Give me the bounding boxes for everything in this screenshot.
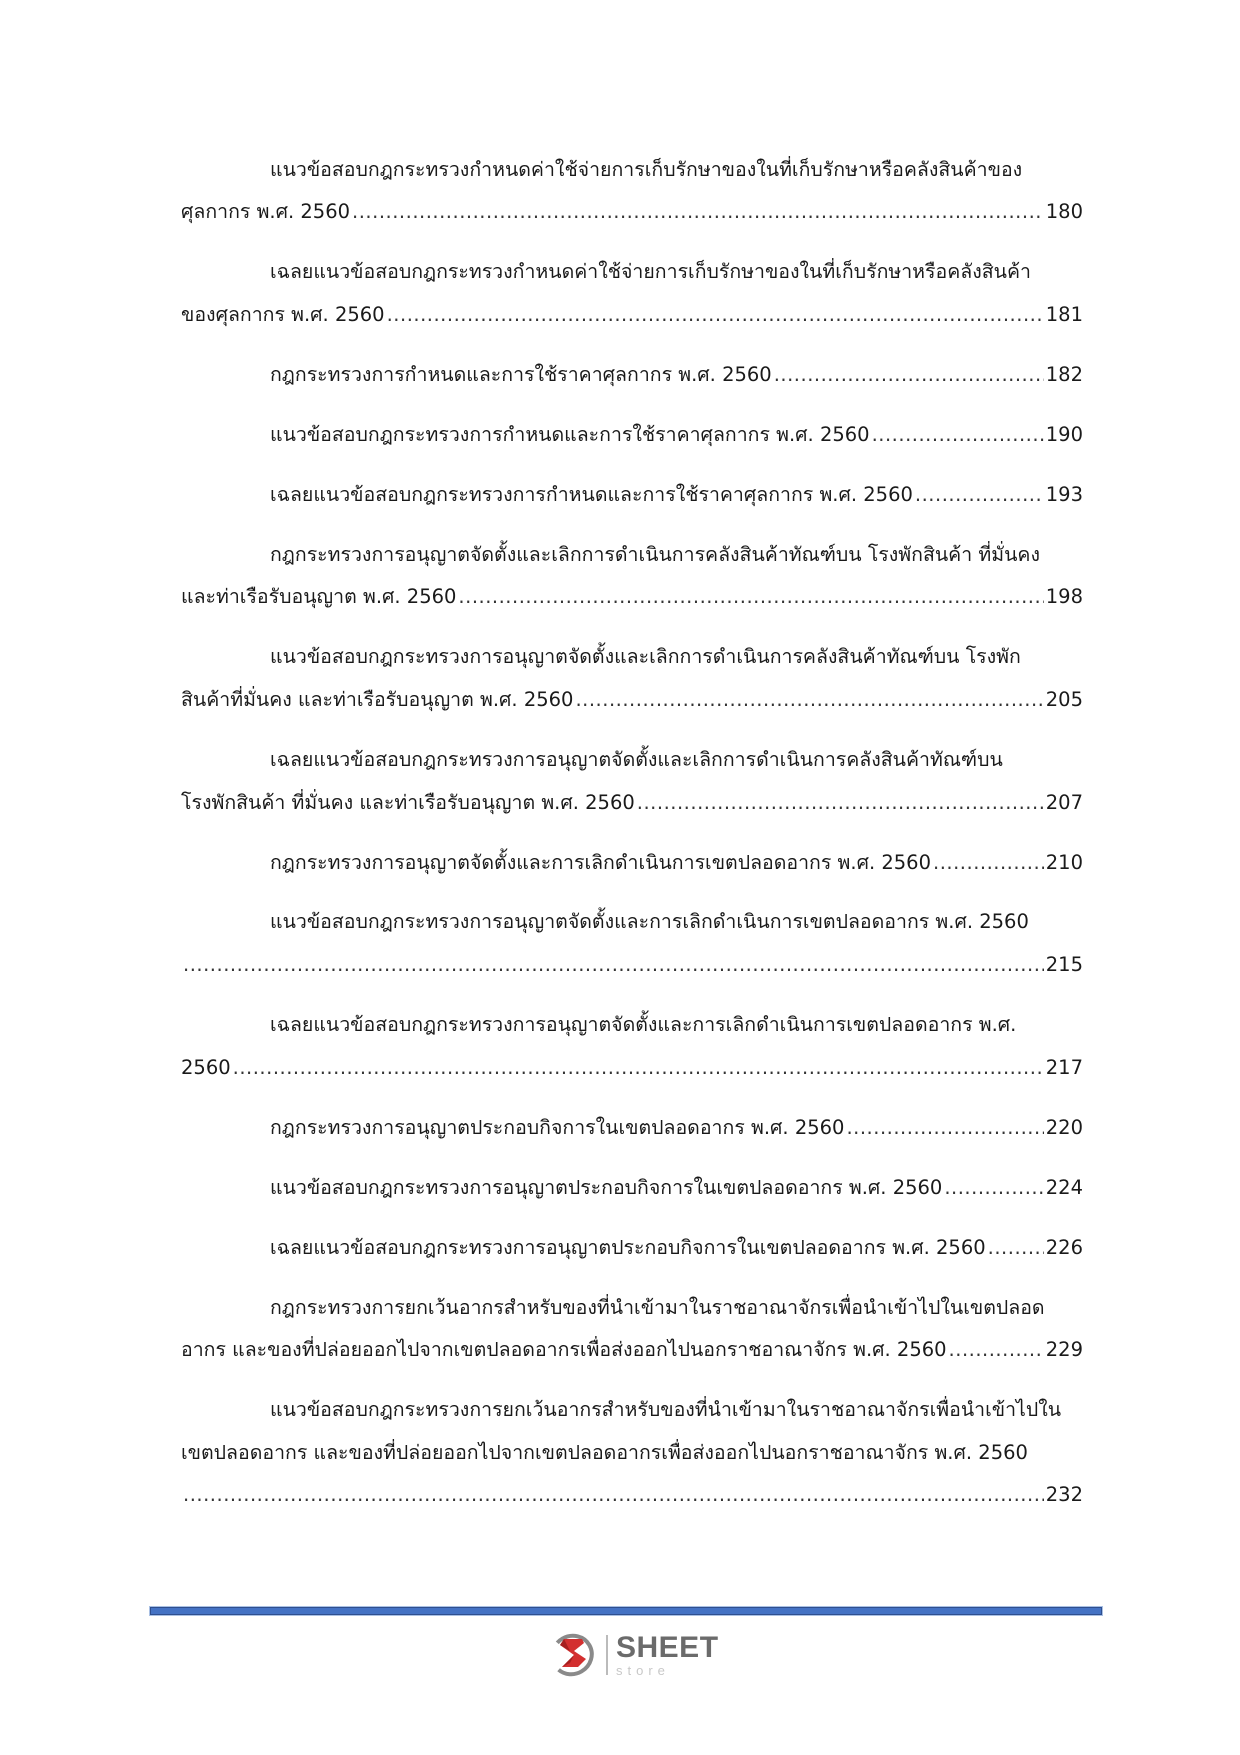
toc-entry-12[interactable] xyxy=(270,1111,1083,1145)
toc-page-number: 215 xyxy=(1045,953,1083,976)
toc-entry-title: กฎกระทรวงการอนุญาตประกอบกิจการในเขตปลอดอากร พ.ศ. 2560 xyxy=(270,1116,845,1139)
toc-entry-title: กฎกระทรวงการอนุญาตจัดตั้งและเลิกการดำเนินการคลังสินค้าทัณฑ์บน โรงพักสินค้า ที่มั่นคง xyxy=(270,543,1040,566)
toc-entry-9[interactable] xyxy=(270,846,1083,880)
toc-entry-title: เฉลยแนวข้อสอบกฎกระทรวงการอนุญาตจัดตั้งและเลิกการดำเนินการคลังสินค้าทัณฑ์บน xyxy=(270,748,1003,771)
logo-sub-text: store xyxy=(616,1663,670,1678)
toc-entry-15-line-1 xyxy=(270,1291,1083,1325)
leader-dots xyxy=(949,1333,1044,1367)
leader-dots xyxy=(458,580,1043,614)
leader-dots xyxy=(774,358,1044,392)
toc-entry-11-line-2[interactable] xyxy=(181,1051,1083,1085)
toc-entry-title: กฎกระทรวงการอนุญาตจัดตั้งและการเลิกดำเนินการเขตปลอดอากร พ.ศ. 2560 xyxy=(270,851,931,874)
toc-entry-title: อากร และของที่ปล่อยออกไปจากเขตปลอดอากรเพื่อส่งออกไปนอกราชอาณาจักร พ.ศ. 2560 xyxy=(181,1338,947,1361)
toc-entry-7-line-1 xyxy=(270,640,1083,674)
toc-entry-title: กฎกระทรวงการยกเว้นอากรสำหรับของที่นำเข้ามาในราชอาณาจักรเพื่อนำเข้าไปในเขตปลอด xyxy=(270,1296,1045,1319)
toc-page-number: 226 xyxy=(1045,1236,1083,1259)
logo-separator xyxy=(606,1635,608,1675)
toc-entry-title: แนวข้อสอบกฎกระทรวงการอนุญาตจัดตั้งและเลิกการดำเนินการคลังสินค้าทัณฑ์บน โรงพัก xyxy=(270,645,1021,668)
toc-entry-16-line-3[interactable] xyxy=(181,1478,1083,1512)
toc-entry-8-line-1 xyxy=(270,743,1083,777)
toc-entry-10-line-2[interactable] xyxy=(181,948,1083,982)
toc-entry-5[interactable] xyxy=(270,478,1083,512)
leader-dots xyxy=(637,786,1044,820)
toc-entry-title: แนวข้อสอบกฎกระทรวงการอนุญาตจัดตั้งและการเลิกดำเนินการเขตปลอดอากร พ.ศ. 2560 xyxy=(270,910,1029,933)
toc-entry-title: โรงพักสินค้า ที่มั่นคง และท่าเรือรับอนุญาต พ.ศ. 2560 xyxy=(181,791,635,814)
toc-entry-16-line-2 xyxy=(181,1436,1083,1470)
toc-entry-10-line-1 xyxy=(270,905,1083,939)
toc-entry-title: ของศุลกากร พ.ศ. 2560 xyxy=(181,303,385,326)
toc-page-number: 190 xyxy=(1045,423,1083,446)
toc-entry-title: แนวข้อสอบกฎกระทรวงการอนุญาตประกอบกิจการในเขตปลอดอากร พ.ศ. 2560 xyxy=(270,1176,943,1199)
leader-dots xyxy=(846,1111,1043,1145)
toc-entry-7-line-2[interactable] xyxy=(181,683,1083,717)
toc-entry-4[interactable] xyxy=(270,418,1083,452)
toc-page-number: 229 xyxy=(1045,1338,1083,1361)
sheet-store-s-logo-icon xyxy=(548,1629,600,1681)
toc-entry-2-line-1 xyxy=(270,255,1083,289)
toc-entry-8-line-2[interactable] xyxy=(181,786,1083,820)
toc-entry-2-line-2[interactable] xyxy=(181,298,1083,332)
leader-dots xyxy=(387,298,1044,332)
toc-entry-title: เฉลยแนวข้อสอบกฎกระทรวงการอนุญาตประกอบกิจการในเขตปลอดอากร พ.ศ. 2560 xyxy=(270,1236,986,1259)
logo-brand-text: SHEET xyxy=(616,1631,719,1664)
toc-entry-14[interactable] xyxy=(270,1231,1083,1265)
toc-entry-title: แนวข้อสอบกฎกระทรวงการยกเว้นอากรสำหรับของที่นำเข้ามาในราชอาณาจักรเพื่อนำเข้าไปใน xyxy=(270,1398,1062,1421)
toc-entry-13[interactable] xyxy=(270,1171,1083,1205)
toc-entry-1-line-2[interactable] xyxy=(181,195,1083,229)
leader-dots xyxy=(988,1231,1044,1265)
leader-dots xyxy=(944,1171,1043,1205)
toc-entry-title: และท่าเรือรับอนุญาต พ.ศ. 2560 xyxy=(181,585,457,608)
toc-entry-11-line-1 xyxy=(270,1008,1083,1042)
toc-page-number: 193 xyxy=(1045,483,1083,506)
leader-dots xyxy=(233,1051,1044,1085)
toc-page-number: 205 xyxy=(1045,688,1083,711)
footer-divider-bar xyxy=(150,1607,1102,1615)
toc-entry-title: สินค้าที่มั่นคง และท่าเรือรับอนุญาต พ.ศ. 2560 xyxy=(181,688,574,711)
toc-entry-title: เฉลยแนวข้อสอบกฎกระทรวงการอนุญาตจัดตั้งและการเลิกดำเนินการเขตปลอดอากร พ.ศ. xyxy=(270,1013,1017,1036)
toc-page-number: 180 xyxy=(1045,200,1083,223)
toc-entry-1-line-1 xyxy=(270,153,1083,187)
toc-page-number: 181 xyxy=(1045,303,1083,326)
toc-page-number: 217 xyxy=(1045,1056,1083,1079)
leader-dots xyxy=(183,948,1044,982)
toc-entry-16-line-1 xyxy=(270,1393,1083,1427)
toc-page-number: 198 xyxy=(1045,585,1083,608)
leader-dots xyxy=(183,1478,1044,1512)
toc-entry-6-line-1 xyxy=(270,538,1083,572)
toc-entry-title: 2560 xyxy=(181,1056,231,1079)
toc-page-number: 224 xyxy=(1045,1176,1083,1199)
toc-entry-title: แนวข้อสอบกฎกระทรวงการกำหนดและการใช้ราคาศุลกากร พ.ศ. 2560 xyxy=(270,423,870,446)
toc-entry-title: กฎกระทรวงการกำหนดและการใช้ราคาศุลกากร พ.ศ. 2560 xyxy=(270,363,772,386)
leader-dots xyxy=(872,418,1044,452)
toc-page-number: 207 xyxy=(1045,791,1083,814)
toc-entry-title: ศุลกากร พ.ศ. 2560 xyxy=(181,200,351,223)
leader-dots xyxy=(915,478,1044,512)
leader-dots xyxy=(575,683,1043,717)
toc-page-number: 210 xyxy=(1045,851,1083,874)
leader-dots xyxy=(352,195,1044,229)
toc-entry-15-line-2[interactable] xyxy=(181,1333,1083,1367)
toc-entry-title: เฉลยแนวข้อสอบกฎกระทรวงกำหนดค่าใช้จ่ายการเก็บรักษาของในที่เก็บรักษาหรือคลังสินค้า xyxy=(270,260,1031,283)
toc-entry-3[interactable] xyxy=(270,358,1083,392)
toc-page-number: 232 xyxy=(1045,1483,1083,1506)
toc-page-number: 182 xyxy=(1045,363,1083,386)
toc-entry-title: เฉลยแนวข้อสอบกฎกระทรวงการกำหนดและการใช้ราคาศุลกากร พ.ศ. 2560 xyxy=(270,483,913,506)
toc-entry-6-line-2[interactable] xyxy=(181,580,1083,614)
toc-entry-title: แนวข้อสอบกฎกระทรวงกำหนดค่าใช้จ่ายการเก็บรักษาของในที่เก็บรักษาหรือคลังสินค้าของ xyxy=(270,158,1023,181)
leader-dots xyxy=(933,846,1044,880)
sheet-store-logo xyxy=(548,1628,719,1682)
toc-entry-title: เขตปลอดอากร และของที่ปล่อยออกไปจากเขตปลอดอากรเพื่อส่งออกไปนอกราชอาณาจักร พ.ศ. 2560 xyxy=(181,1441,1028,1464)
toc-page-number: 220 xyxy=(1045,1116,1083,1139)
